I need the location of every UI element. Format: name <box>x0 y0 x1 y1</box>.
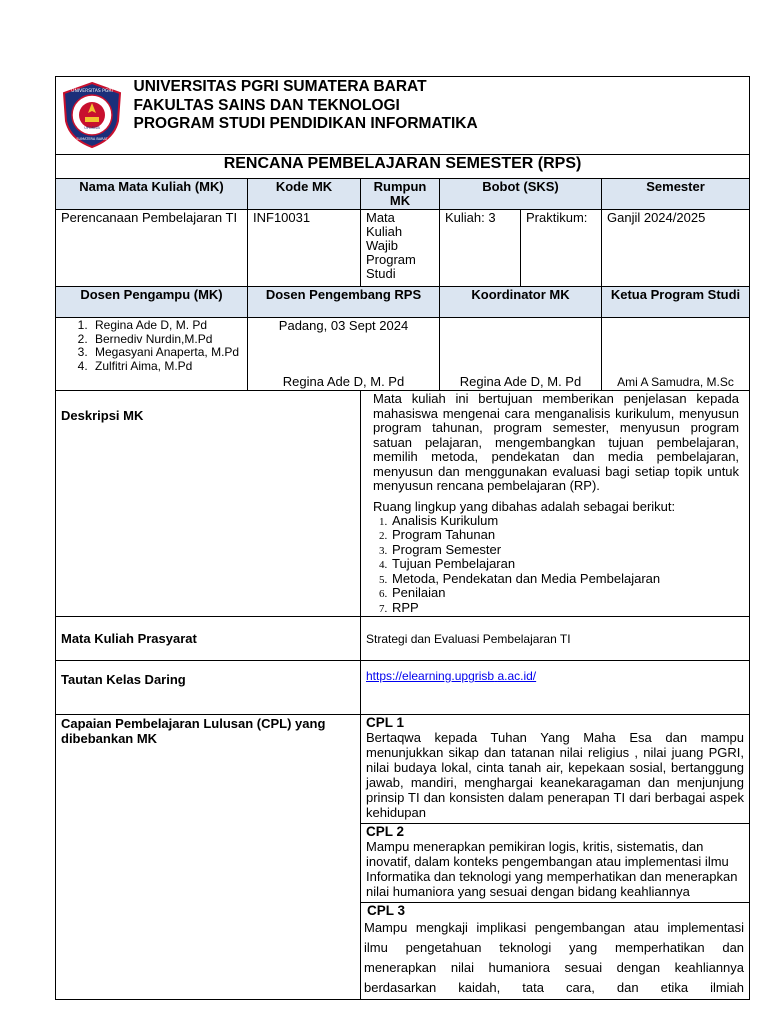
list-item: 4. Tujuan Pembelajaran <box>390 557 739 572</box>
list-item: 7. RPP <box>390 601 739 616</box>
online-class-label: Tautan Kelas Daring <box>56 661 361 715</box>
online-class-row <box>56 661 750 715</box>
developer-name: Regina Ade D, M. Pd <box>282 374 405 389</box>
course-code: INF10031 <box>248 210 361 287</box>
coordinator-cell <box>440 318 602 391</box>
course-cluster-header: Rumpun MK <box>361 179 440 210</box>
cpl-row-1 <box>56 715 750 824</box>
list-item: 2. Bernediv Nurdin,M.Pd <box>91 333 242 347</box>
course-row <box>56 210 750 287</box>
credits-header: Bobot (SKS) <box>440 179 602 210</box>
cpl-3-title: CPL 3 <box>367 903 406 918</box>
developer-cell <box>248 318 440 391</box>
head-header: Ketua Program Studi <box>602 287 750 318</box>
lecturer-list-cell <box>56 318 248 391</box>
svg-text:UNIVERSITAS PGRI: UNIVERSITAS PGRI <box>71 89 113 94</box>
cpl-1-title: CPL 1 <box>366 715 405 730</box>
list-item: 4. Zulfitri Aima, M.Pd <box>91 360 242 374</box>
coordinator-header: Koordinator MK <box>440 287 602 318</box>
credits-kuliah: Kuliah: 3 <box>440 210 521 287</box>
course-code-header: Kode MK <box>248 179 361 210</box>
credits-praktikum: Praktikum: <box>521 210 602 287</box>
elearning-link[interactable]: https://elearning.upgrisb a.ac.id/ <box>366 669 537 683</box>
list-item: 3. Megasyani Anaperta, M.Pd <box>91 346 242 360</box>
list-item: 5. Metoda, Pendekatan dan Media Pembelajaran <box>390 572 739 587</box>
course-cluster: Mata Kuliah Wajib Program Studi <box>361 210 440 287</box>
course-name-header: Nama Mata Kuliah (MK) <box>56 179 248 210</box>
prerequisite-row <box>56 617 750 661</box>
cpl-label: Capaian Pembelajaran Lulusan (CPL) yang dibebankan MK <box>56 715 361 1000</box>
list-item: 2. Program Tahunan <box>390 528 739 543</box>
lecturer-list <box>61 319 242 373</box>
course-header-row <box>56 179 750 210</box>
institution-block <box>128 77 750 155</box>
list-item: 1. Analisis Kurikulum <box>390 514 739 529</box>
developer-header: Dosen Pengembang RPS <box>248 287 440 318</box>
description-label: Deskripsi MK <box>56 391 361 617</box>
staff-header-row <box>56 287 750 318</box>
course-name: Perencanaan Pembelajaran TI <box>56 210 248 287</box>
scope-intro: Ruang lingkup yang dibahas adalah sebagai berikut: <box>373 498 676 514</box>
rps-document <box>55 76 749 995</box>
svg-text:SUMATERA BARAT: SUMATERA BARAT <box>76 137 108 141</box>
prerequisite-value: Strategi dan Evaluasi Pembelajaran TI <box>361 617 750 661</box>
place-date: Padang, 03 Sept 2024 <box>278 318 409 333</box>
header-row <box>56 77 750 155</box>
cpl-2-text: Mampu menerapkan pemikiran logis, kritis, sistematis, dan inovatif, dalam konteks pengembangan atau implementasi ilmu Informatika dan teknologi yang memperhatikan dan menerapkan nilai humaniora yang sesuai dengan bidang keahliannya <box>366 839 738 899</box>
staff-row <box>56 318 750 391</box>
rps-table <box>55 76 750 1000</box>
cpl-3-cell <box>361 903 750 1000</box>
coordinator-name: Regina Ade D, M. Pd <box>459 374 582 389</box>
prerequisite-label: Mata Kuliah Prasyarat <box>56 617 361 661</box>
online-class-cell <box>361 661 750 715</box>
document-title: RENCANA PEMBELAJARAN SEMESTER (RPS) <box>56 155 750 179</box>
list-item: 3. Program Semester <box>390 543 739 558</box>
faculty-name: FAKULTAS SAINS DAN TEKNOLOGI <box>133 96 400 114</box>
cpl-1-cell <box>361 715 750 824</box>
title-row <box>56 155 750 179</box>
svg-text:UPGRISB: UPGRISB <box>84 126 100 130</box>
description-row <box>56 391 750 617</box>
course-semester: Ganjil 2024/2025 <box>602 210 750 287</box>
description-cell <box>361 391 750 617</box>
list-item: 1. Regina Ade D, M. Pd <box>91 319 242 333</box>
semester-header: Semester <box>602 179 750 210</box>
cpl-1-text: Bertaqwa kepada Tuhan Yang Maha Esa dan mampu menunjukkan sikap dan tatanan nilai religius , nilai juang PGRI, nilai budaya lokal, cinta tanah air, kepekaan sosial, bertanggung jawab, mandiri, menghargai keanekaragaman dan menjunjung prinsip TI dan konsisten dalam penerapan TI dari berbagai aspek kehidupan <box>366 730 745 820</box>
cpl-2-cell <box>361 824 750 903</box>
cpl-3-text: Mampu mengkaji implikasi pengembangan atau implementasi ilmu pengetahuan teknologi yang memperhatikan dan menerapkan nilai humaniora sesuai dengan keahliannya berdasarkan kaidah, tata cara, dan etika ilmiah <box>364 920 745 995</box>
scope-list <box>373 514 739 616</box>
university-name: UNIVERSITAS PGRI SUMATERA BARAT <box>133 78 427 95</box>
lecturer-header: Dosen Pengampu (MK) <box>56 287 248 318</box>
head-name: Ami A Samudra, M.Sc <box>617 375 734 389</box>
program-name: PROGRAM STUDI PENDIDIKAN INFORMATIKA <box>133 115 478 132</box>
university-logo <box>56 77 128 155</box>
cpl-2-title: CPL 2 <box>366 824 405 839</box>
list-item: 6. Penilaian <box>390 586 739 601</box>
head-cell <box>602 318 750 391</box>
description-text: Mata kuliah ini bertujuan memberikan penjelasan kepada mahasiswa mengenai cara menganalisis kurikulum, menyusun program tahunan, program semester, menyusun program satuan pelajaran, mengembangkan tujuan pembelajaran, memilih metoda, pendekatan dan media pembelajaran, menyusun dan menggunakan evaluasi bagi setiap topik untuk menyusun rencana pembelajaran (RP). <box>373 391 740 493</box>
